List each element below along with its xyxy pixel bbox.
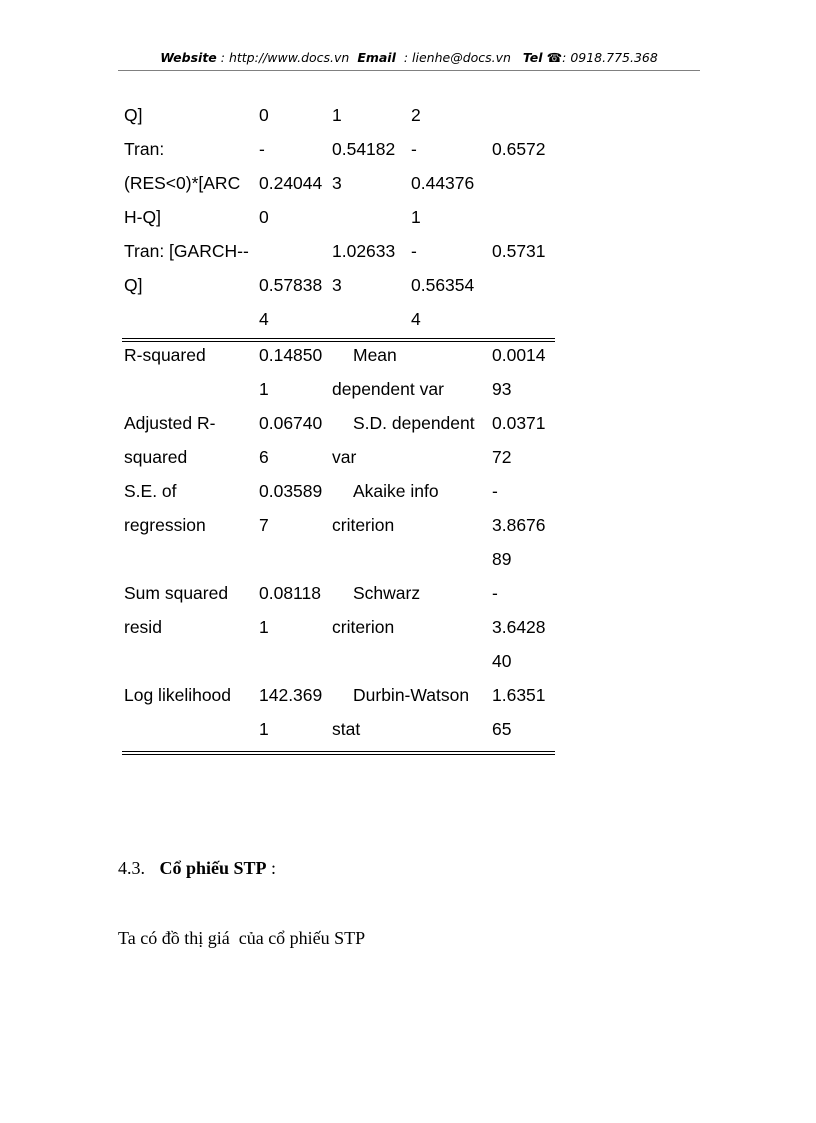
table-cell: 0.0371 bbox=[492, 413, 546, 433]
table-row bbox=[0, 474, 816, 508]
table-cell-text: Adjusted R- bbox=[124, 413, 216, 433]
table-cell: dependent var bbox=[332, 379, 444, 399]
table-row bbox=[0, 576, 816, 610]
table-cell: (RES<0)*[ARC bbox=[124, 173, 241, 193]
table-row bbox=[0, 712, 816, 746]
table-cell: Tran: bbox=[124, 139, 165, 159]
table-cell: Q] bbox=[124, 275, 143, 295]
table-cell: 65 bbox=[492, 719, 512, 739]
table-cell: Log likelihood bbox=[124, 685, 232, 705]
table-row bbox=[0, 98, 816, 132]
table-cell: 72 bbox=[492, 447, 512, 467]
table-cell: stat bbox=[332, 719, 361, 739]
section-number: 4.3. bbox=[118, 858, 145, 878]
table-cell: criterion bbox=[332, 617, 395, 637]
table-cell: 1.02633 bbox=[332, 241, 396, 261]
table-cell: Q] bbox=[124, 105, 143, 125]
table-cell: squared bbox=[124, 447, 188, 467]
table-row bbox=[0, 132, 816, 166]
table-cell: resid bbox=[124, 617, 162, 637]
table-cell: Akaike info bbox=[353, 481, 439, 501]
table-row bbox=[0, 610, 816, 644]
phone-icon: ☎ bbox=[546, 50, 563, 65]
table-cell: 4 bbox=[411, 309, 421, 329]
section-title: Cổ phiếu STP bbox=[159, 858, 267, 878]
table-cell: criterion bbox=[332, 515, 395, 535]
table-row bbox=[0, 372, 816, 406]
table-cell: - bbox=[492, 481, 498, 501]
table-cell: Durbin-Watson bbox=[353, 685, 470, 705]
table-cell: 89 bbox=[492, 549, 512, 569]
table-cell: 0.24044 bbox=[259, 173, 323, 193]
website-label: Website bbox=[160, 50, 217, 65]
table-row bbox=[0, 166, 816, 200]
table-cell: 3 bbox=[332, 275, 342, 295]
table-row bbox=[0, 542, 816, 576]
email-label: Email bbox=[357, 50, 396, 65]
table-cell: 1.6351 bbox=[492, 685, 546, 705]
table-cell: 2 bbox=[411, 105, 421, 125]
table-cell: var bbox=[332, 447, 357, 467]
table-cell: - bbox=[259, 139, 265, 159]
table-cell: 0 bbox=[259, 105, 269, 125]
table-cell: 0.06740 bbox=[259, 413, 323, 433]
table-cell: S.D. dependent bbox=[353, 413, 475, 433]
header-divider bbox=[118, 70, 700, 71]
table-row bbox=[0, 508, 816, 542]
table-cell: 0.0014 bbox=[492, 345, 546, 365]
table-cell: 4 bbox=[259, 309, 269, 329]
table-cell: 1 bbox=[259, 379, 269, 399]
table-cell: 0.14850 bbox=[259, 345, 323, 365]
table-bottom-rule bbox=[122, 751, 555, 755]
tel-label: Tel bbox=[522, 50, 543, 65]
table-cell: 3.6428 bbox=[492, 617, 546, 637]
table-row bbox=[0, 234, 816, 268]
table-row bbox=[0, 268, 816, 302]
table-cell: 0.03589 bbox=[259, 481, 323, 501]
table-cell: 0.57838 bbox=[259, 275, 323, 295]
section-heading bbox=[118, 858, 276, 879]
table-cell: 6 bbox=[259, 447, 269, 467]
table-row bbox=[0, 406, 816, 440]
table-cell: Schwarz bbox=[353, 583, 421, 603]
email-value: : lienhe@docs.vn bbox=[403, 50, 511, 65]
table-row bbox=[0, 200, 816, 234]
table-cell: Mean bbox=[353, 345, 397, 365]
table-cell: 40 bbox=[492, 651, 512, 671]
table-cell: 93 bbox=[492, 379, 512, 399]
table-cell: 1 bbox=[259, 719, 269, 739]
table-cell: 3 bbox=[332, 173, 342, 193]
table-row bbox=[0, 440, 816, 474]
table-cell: S.E. of bbox=[124, 481, 177, 501]
table-cell: 0 bbox=[259, 207, 269, 227]
table-cell: 1 bbox=[259, 617, 269, 637]
table-cell: regression bbox=[124, 515, 206, 535]
table-cell: 7 bbox=[259, 515, 269, 535]
table-cell: 0.6572 bbox=[492, 139, 546, 159]
table-cell: Tran: [GARCH-- bbox=[124, 241, 249, 261]
website-value: : http://www.docs.vn bbox=[220, 50, 350, 65]
table-cell: 1 bbox=[411, 207, 421, 227]
page-header bbox=[118, 50, 700, 65]
table-cell: 1 bbox=[332, 105, 342, 125]
section-suffix: : bbox=[266, 858, 277, 878]
table-row bbox=[0, 644, 816, 678]
table-row bbox=[0, 678, 816, 712]
table-row bbox=[0, 302, 816, 336]
body-paragraph: Ta có đồ thị giá của cổ phiếu STP bbox=[118, 928, 366, 948]
table-cell: 0.44376 bbox=[411, 173, 475, 193]
table-cell: - bbox=[411, 241, 417, 261]
table-cell: 0.08118 bbox=[259, 583, 321, 603]
table-cell: - bbox=[492, 583, 498, 603]
table-cell: - bbox=[411, 139, 417, 159]
table-cell: 0.56354 bbox=[411, 275, 475, 295]
table-cell: 3.8676 bbox=[492, 515, 546, 535]
table-cell: H-Q] bbox=[124, 207, 161, 227]
table-cell: 142.369 bbox=[259, 685, 323, 705]
table-cell: R-squared bbox=[124, 345, 206, 365]
table-row bbox=[0, 338, 816, 372]
tel-value: : 0918.775.368 bbox=[562, 50, 658, 65]
table-cell: 0.54182 bbox=[332, 139, 396, 159]
table-cell: Sum squared bbox=[124, 583, 229, 603]
table-cell: 0.5731 bbox=[492, 241, 546, 261]
